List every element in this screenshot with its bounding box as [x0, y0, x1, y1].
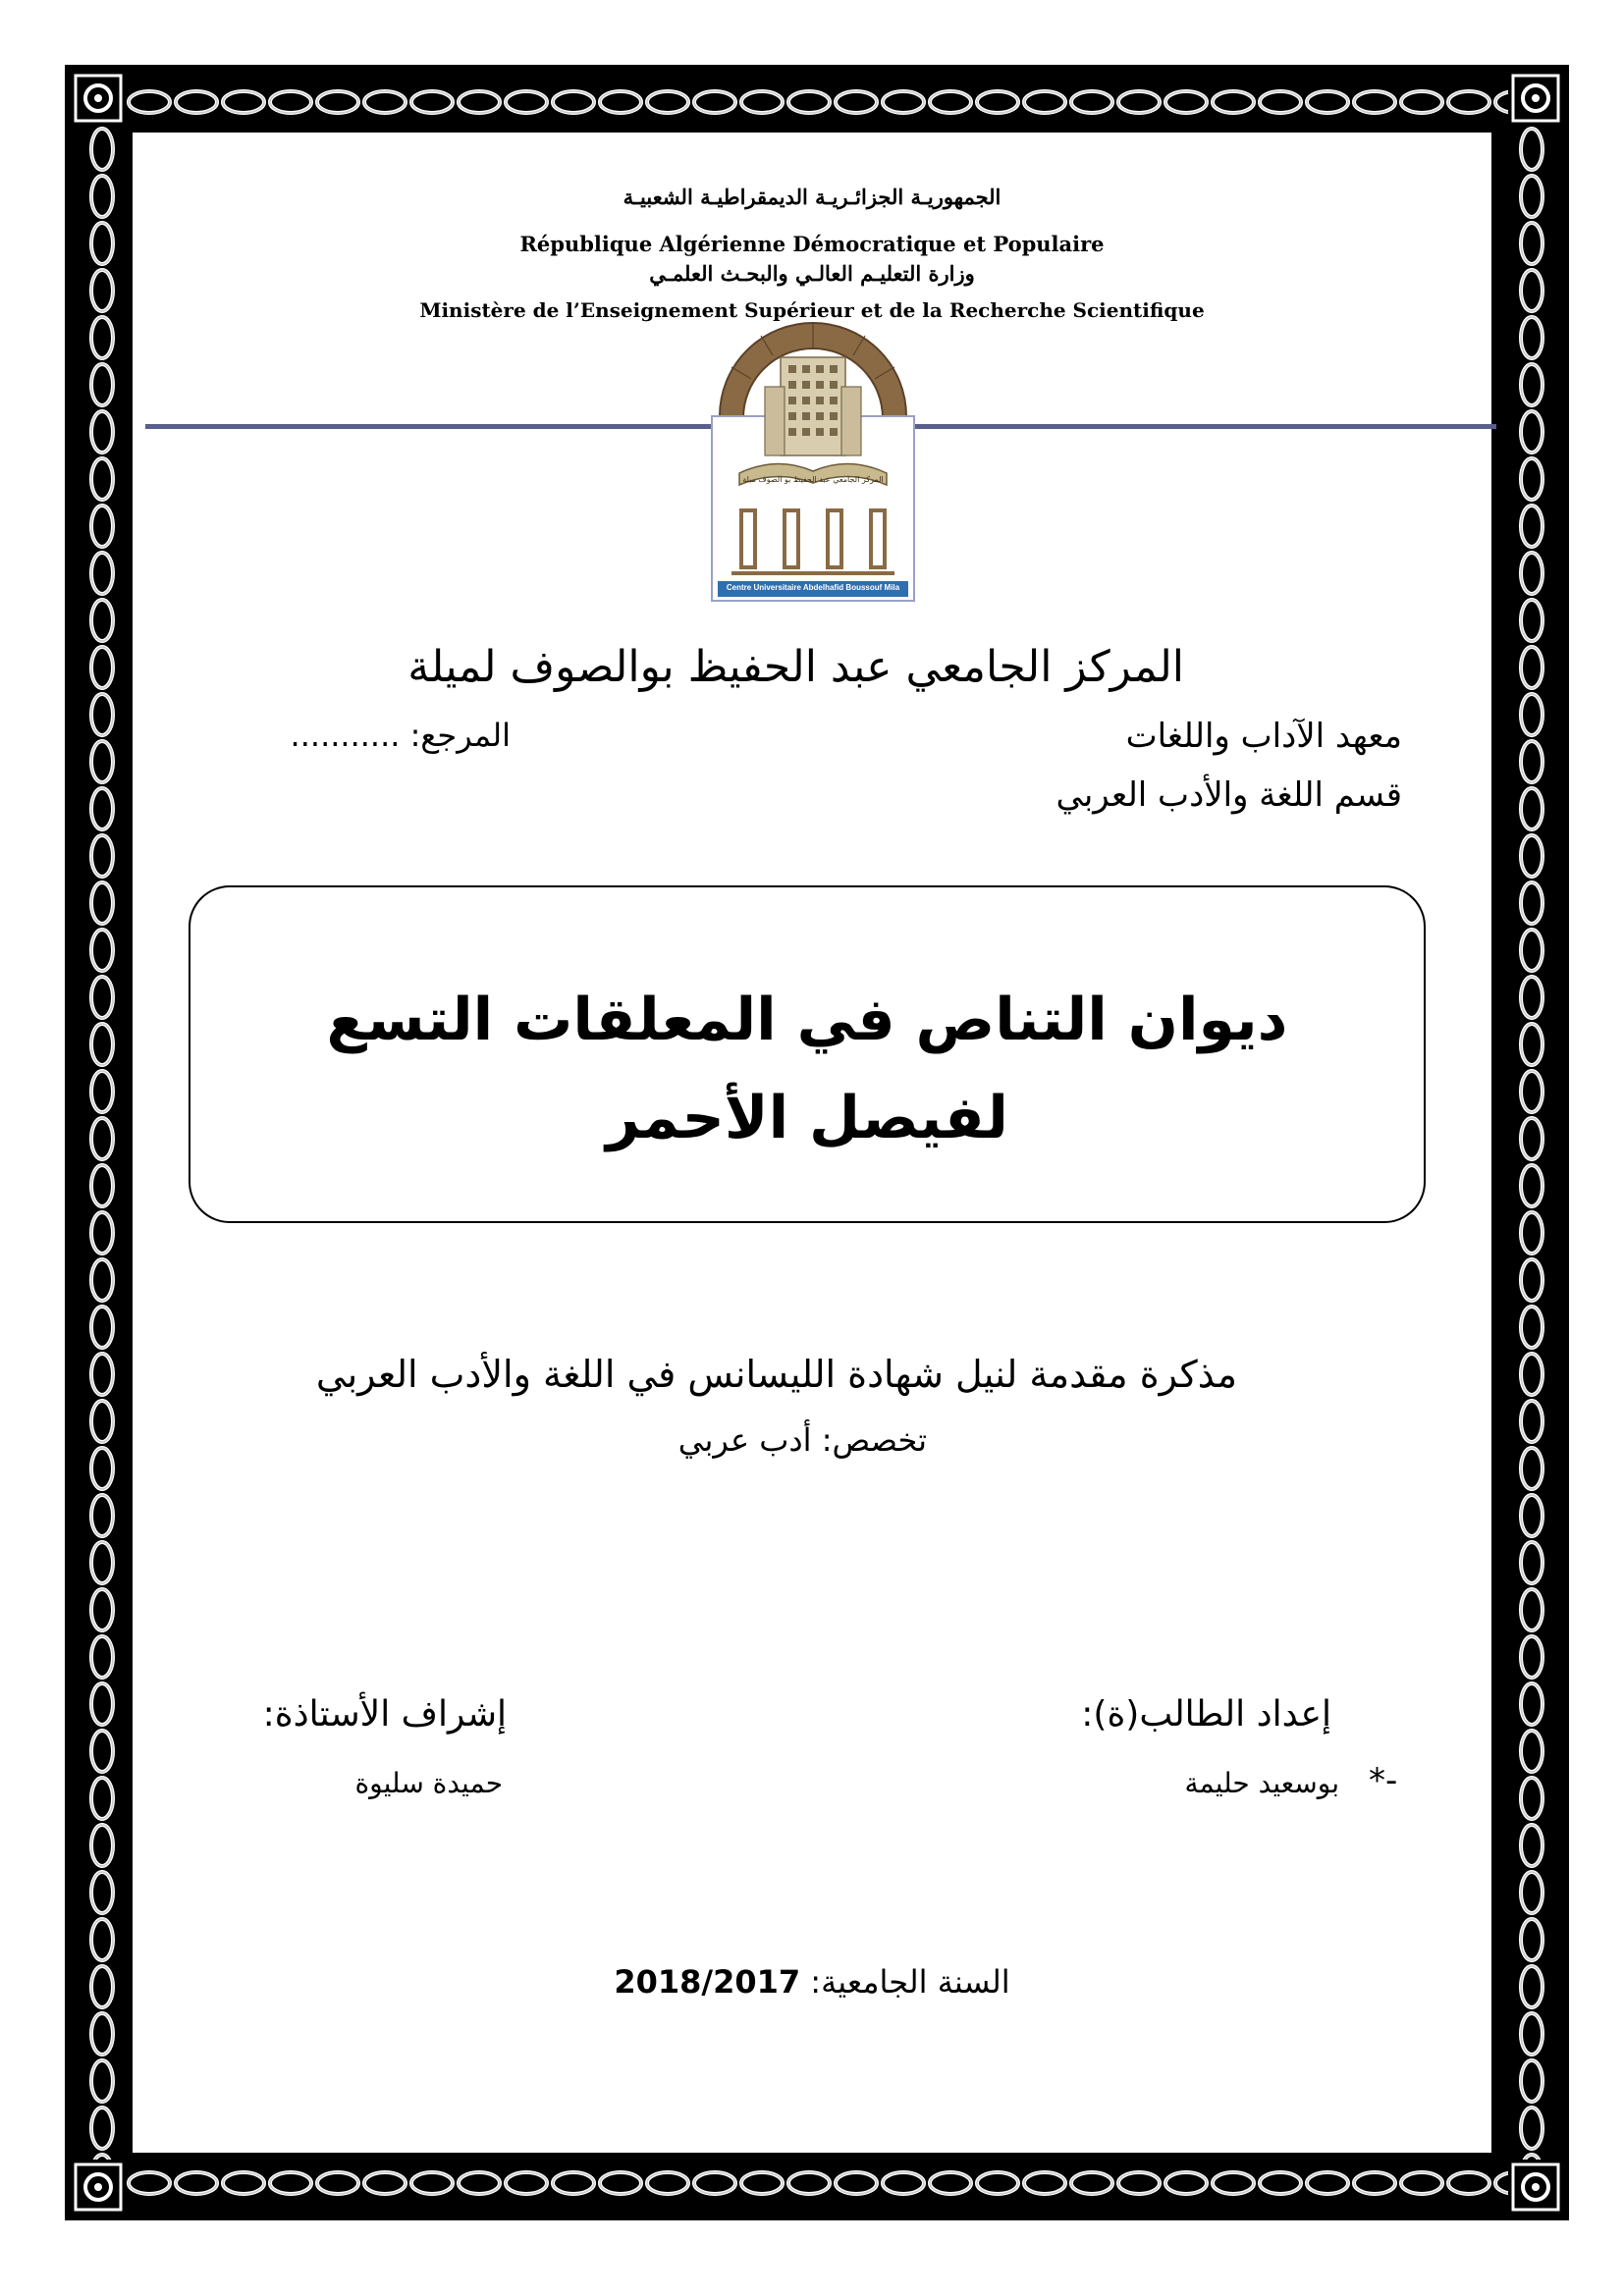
academic-year: [0, 1963, 1624, 2001]
supervisor-label: إشراف الأستاذة:: [262, 1694, 507, 1735]
reference-field: المرجع: ...........: [290, 717, 511, 754]
top-chain-ornament: [126, 77, 1508, 128]
university-logo: [710, 308, 916, 603]
student-name: بوسعيد حليمة: [1184, 1767, 1339, 1799]
corner-ornament-bottom-right: [1510, 2162, 1561, 2213]
institute-name: معهد الآداب واللغات: [1125, 717, 1402, 756]
republic-french: République Algérienne Démocratique et Populaire: [519, 232, 1105, 256]
bottom-chain-ornament: [126, 2158, 1508, 2209]
logo-emblem: [710, 308, 916, 603]
republic-arabic: الجمهوريـة الجزائـريـة الديمقراطيـة الشعبيـة: [623, 185, 1001, 209]
title-box: [189, 885, 1426, 1223]
logo-caption: Centre Universitaire Abdelhafid Boussouf Mila: [726, 583, 900, 592]
student-bullet: *-: [1369, 1761, 1398, 1800]
logo-arabic-banner: المركز الجامعي عبد الحفيظ بو الصوف ميلة: [742, 475, 884, 484]
thesis-title-line1: ديوان التناص في المعلقات التسع: [326, 986, 1288, 1054]
ministry-arabic: وزارة التعليـم العالـي والبحـث العلمـي: [649, 261, 975, 286]
memo-specialty: تخصص: أدب عربي: [677, 1421, 927, 1459]
student-label: إعداد الطالب(ة):: [1081, 1694, 1331, 1735]
academic-year-value: 2018/2017: [614, 1963, 801, 2001]
department-name: قسم اللغة والأدب العربي: [1056, 775, 1402, 815]
thesis-title-line2: لفيصل الأحمر: [606, 1084, 1008, 1152]
corner-ornament-bottom-left: [73, 2162, 124, 2213]
academic-year-label: السنة الجامعية:: [810, 1963, 1010, 2001]
corner-ornament-top-right: [1510, 73, 1561, 124]
left-chain-ornament: [77, 126, 128, 2160]
institution-name: المركز الجامعي عبد الحفيظ بوالصوف لميلة: [407, 642, 1184, 692]
right-chain-ornament: [1506, 126, 1557, 2160]
memo-purpose: مذكرة مقدمة لنيل شهادة الليسانس في اللغة والأدب العربي: [315, 1353, 1237, 1396]
ministry-french: Ministère de l’Enseignement Supérieur et de la Recherche Scientifique: [419, 298, 1205, 322]
corner-ornament-top-left: [73, 73, 124, 124]
supervisor-name: حميدة سليوة: [354, 1767, 503, 1799]
